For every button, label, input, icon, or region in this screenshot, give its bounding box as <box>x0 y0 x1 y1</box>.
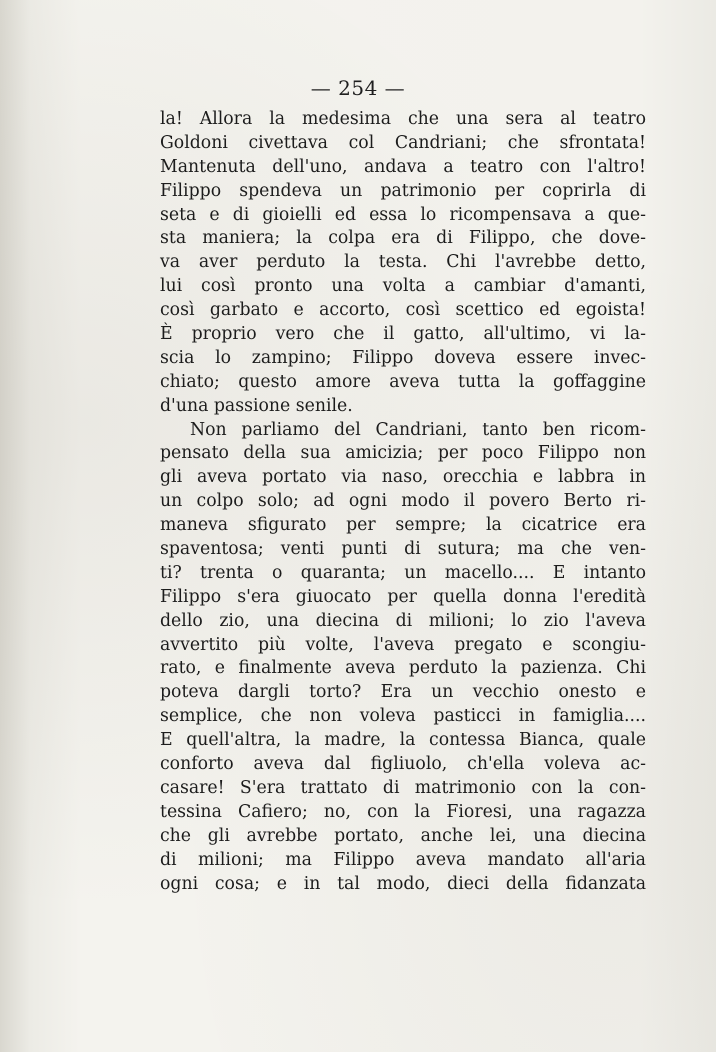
text-line: un colpo solo; ad ogni modo il povero Berto ri- <box>160 491 646 512</box>
text-line: tessina Cafiero; no, con la Fioresi, una ragazza <box>160 801 646 822</box>
text-line: va aver perduto la testa. Chi l'avrebbe detto, <box>160 252 646 273</box>
text-line: Non parliamo del Candriani, tanto ben ricom- <box>190 419 646 440</box>
text-line: che gli avrebbe portato, anche lei, una diecina <box>160 825 646 846</box>
text-line: conforto aveva dal figliuolo, ch'ella voleva ac- <box>160 754 646 775</box>
text-line: scia lo zampino; Filippo doveva essere invec- <box>160 347 646 368</box>
text-line: dello zio, una diecina di milioni; lo zio l'aveva <box>160 610 646 631</box>
text-line: ti? trenta o quaranta; un macello.... E intanto <box>160 562 646 583</box>
text-line: gli aveva portato via naso, orecchia e labbra in <box>160 467 646 488</box>
text-line: spaventosa; venti punti di sutura; ma che ven- <box>160 539 646 560</box>
body-text <box>160 108 646 896</box>
text-line: avvertito più volte, l'aveva pregato e scongiu- <box>160 634 646 655</box>
text-line: Filippo s'era giuocato per quella donna l'eredità <box>160 586 646 607</box>
text-line: d'una passione senile. <box>160 395 353 416</box>
page-number: — 254 — <box>310 76 406 100</box>
text-line: rato, e finalmente aveva perduto la pazienza. Chi <box>160 658 646 679</box>
text-line: Filippo spendeva un patrimonio per coprirla di <box>160 180 646 201</box>
text-line: pensato della sua amicizia; per poco Filippo non <box>160 443 646 464</box>
text-line: seta e di gioielli ed essa lo ricompensava a que- <box>160 204 646 225</box>
text-line: casare! S'era trattato di matrimonio con la con- <box>160 777 646 798</box>
text-line: È proprio vero che il gatto, all'ultimo, vi la- <box>160 324 646 345</box>
text-line: ogni cosa; e in tal modo, dieci della fidanzata <box>160 873 646 894</box>
text-line: Goldoni civettava col Candriani; che sfrontata! <box>160 132 646 153</box>
text-line: E quell'altra, la madre, la contessa Bianca, quale <box>160 730 646 751</box>
text-line: chiato; questo amore aveva tutta la goffaggine <box>160 371 646 392</box>
text-line: maneva sfigurato per sempre; la cicatrice era <box>160 515 646 536</box>
text-line: lui così pronto una volta a cambiar d'amanti, <box>160 276 646 297</box>
text-line: semplice, che non voleva pasticci in famiglia.... <box>160 706 646 727</box>
text-line: la! Allora la medesima che una sera al teatro <box>160 109 646 129</box>
text-line: Mantenuta dell'uno, andava a teatro con l'altro! <box>160 156 646 177</box>
text-line: sta maniera; la colpa era di Filippo, che dove- <box>160 228 646 249</box>
text-line: così garbato e accorto, così scettico ed egoista! <box>160 300 646 321</box>
text-line: di milioni; ma Filippo aveva mandato all'aria <box>160 849 646 870</box>
text-line: poteva dargli torto? Era un vecchio onesto e <box>160 682 646 703</box>
